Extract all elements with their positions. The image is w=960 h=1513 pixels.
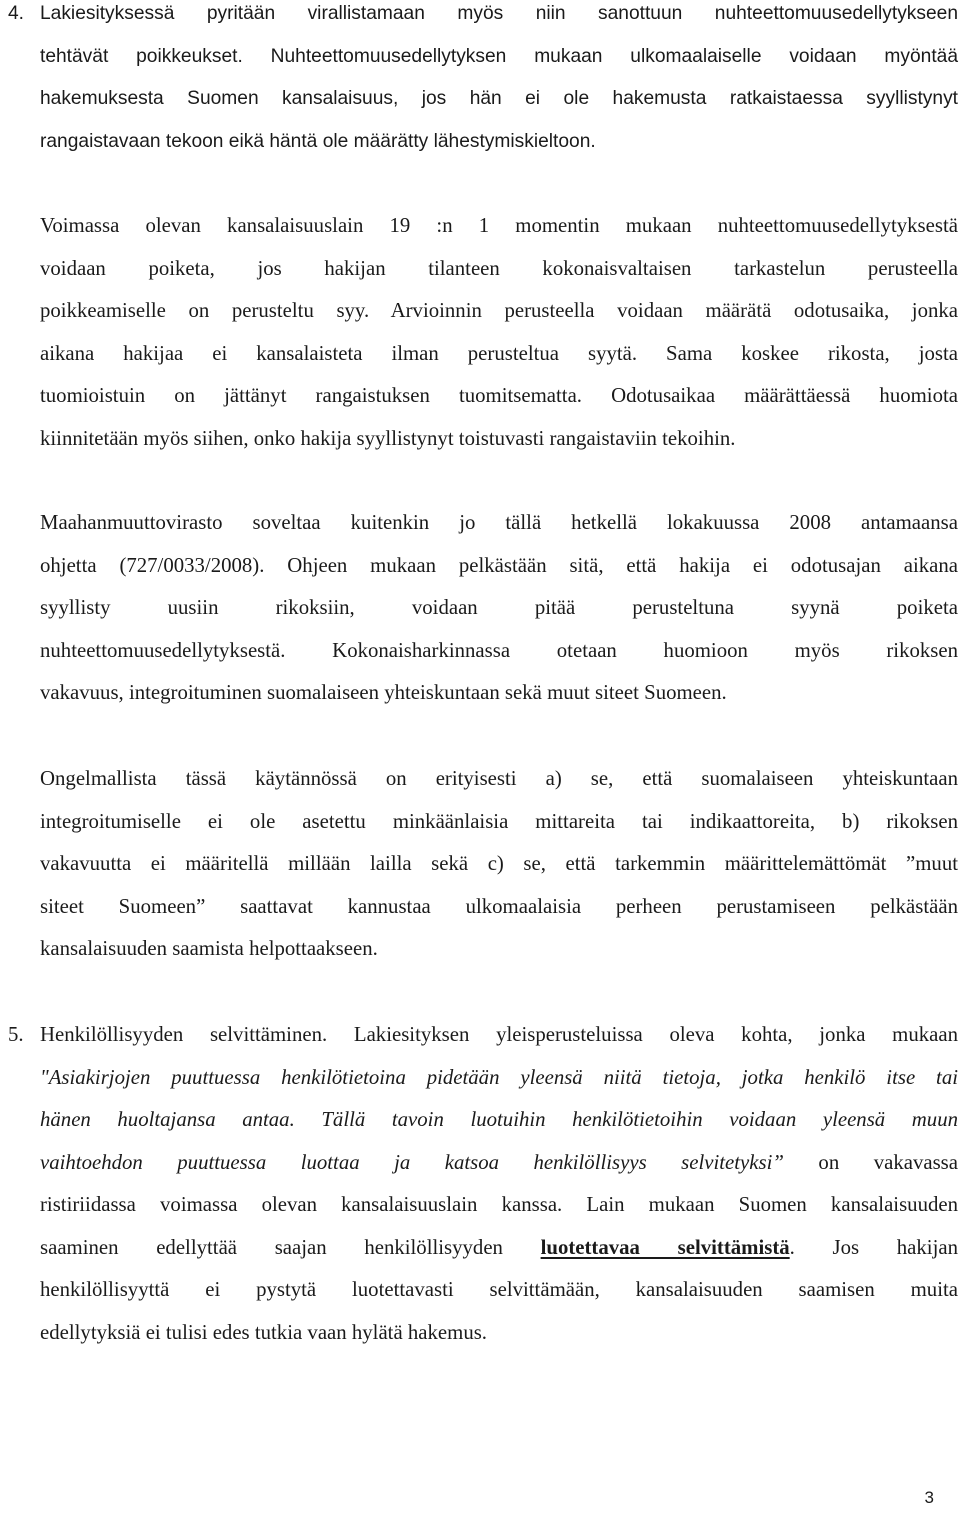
item-4-number: 4.	[8, 3, 25, 24]
text-line: kansalaisuuden saamista helpottaakseen.	[40, 937, 378, 960]
text-line: Voimassa olevan kansalaisuuslain 19 :n 1 momentin mukaan nuhteettomuusedellytyksestä	[40, 214, 958, 237]
text-fragment: . Jos hakijan	[789, 1235, 958, 1259]
item-5-paragraph	[40, 1014, 958, 1354]
text-line: integroitumiselle ei ole asetettu minkäänlaisia mittareita tai indikaattoreita, b) rikoksen	[40, 809, 958, 833]
text-line	[40, 1227, 958, 1270]
item-5-number: 5.	[8, 1023, 24, 1046]
text-line: syyllisty uusiin rikoksiin, voidaan pitää perusteltuna syynä poiketa	[40, 596, 958, 619]
text-fragment: saaminen edellyttää saajan henkilöllisyyden	[40, 1235, 541, 1259]
text-line: Lakiesityksessä pyritään virallistamaan myös niin sanottuun nuhteettomuusedellytykseen	[40, 3, 958, 24]
text-fragment: on vakavassa	[783, 1150, 958, 1174]
text-line: voidaan poiketa, jos hakijan tilanteen kokonaisvaltaisen tarkastelun perusteella	[40, 256, 958, 280]
text-line: ristiriidassa voimassa olevan kansalaisuuslain kanssa. Lain mukaan Suomen kansalaisuuden	[40, 1193, 958, 1216]
text-line: edellytyksiä ei tulisi edes tutkia vaan hylätä hakemus.	[40, 1320, 488, 1344]
text-line: nuhteettomuusedellytyksestä. Kokonaisharkinnassa otetaan huomioon myös rikoksen	[40, 638, 958, 662]
text-line: rangaistavaan tekoon eikä häntä ole määrätty lähestymiskieltoon.	[40, 130, 596, 152]
text-line: kiinnitetään myös siihen, onko hakija syyllistynyt toistuvasti rangaistaviin tekoihin.	[40, 426, 736, 450]
text-line: tehtävät poikkeukset. Nuhteettomuusedellytyksen mukaan ulkomaalaiselle voidaan myöntää	[40, 45, 958, 67]
paragraph-citizenship-act	[40, 205, 958, 460]
text-line: Ongelmallista tässä käytännössä on erityisesti a) se, että suomalaiseen yhteiskuntaan	[40, 767, 958, 790]
emphasized-text: luotettavaa selvittämistä	[540, 1235, 790, 1259]
text-line: henkilöllisyyttä ei pystytä luotettavasti selvittämään, kansalaisuuden saamisen muita	[40, 1278, 958, 1301]
item-4-paragraph	[40, 0, 958, 163]
text-line	[40, 1099, 958, 1142]
text-line: aikana hakijaa ei kansalaisteta ilman perusteltua syytä. Sama koskee rikosta, josta	[40, 341, 958, 365]
quoted-text: hänen huoltajansa antaa. Tällä tavoin luotuihin henkilötietoihin voidaan yleensä muun	[40, 1108, 958, 1131]
text-line: vakavuus, integroituminen suomalaiseen yhteiskuntaan sekä muut siteet Suomeen.	[40, 681, 727, 704]
paragraph-problems	[40, 758, 958, 971]
text-line	[40, 1142, 958, 1185]
text-line	[40, 1057, 958, 1100]
text-line: tuomioistuin on jättänyt rangaistuksen tuomitsematta. Odotusaikaa määrättäessä huomiota	[40, 384, 958, 407]
text-line: Maahanmuuttovirasto soveltaa kuitenkin jo tällä hetkellä lokakuussa 2008 antamaansa	[40, 511, 958, 534]
page-number: 3	[924, 1488, 934, 1507]
paragraph-immigration-service	[40, 502, 958, 715]
quoted-text: "Asiakirjojen puuttuessa henkilötietoina pidetään yleensä niitä tietoja, jotka henkilö itse tai	[40, 1065, 958, 1089]
text-line: Henkilöllisyyden selvittäminen. Lakiesityksen yleisperusteluissa oleva kohta, jonka mukaan	[40, 1023, 958, 1046]
text-line: vakavuutta ei määritellä millään lailla sekä c) se, että tarkemmin määrittelemättömät ”muut	[40, 852, 958, 875]
text-line: hakemuksesta Suomen kansalaisuus, jos hän ei ole hakemusta ratkaistaessa syyllistynyt	[40, 88, 958, 109]
quoted-text: vaihtoehdon puuttuessa luottaa ja katsoa henkilöllisyys selvitetyksi”	[40, 1150, 784, 1174]
text-line: poikkeamiselle on perusteltu syy. Arvioinnin perusteella voidaan määrätä odotusaika, jonka	[40, 299, 958, 322]
text-line: ohjetta (727/0033/2008). Ohjeen mukaan pelkästään sitä, että hakija ei odotusajan aikana	[40, 553, 958, 577]
text-line: siteet Suomeen” saattavat kannustaa ulkomaalaisia perheen perustamiseen pelkästään	[40, 894, 958, 918]
